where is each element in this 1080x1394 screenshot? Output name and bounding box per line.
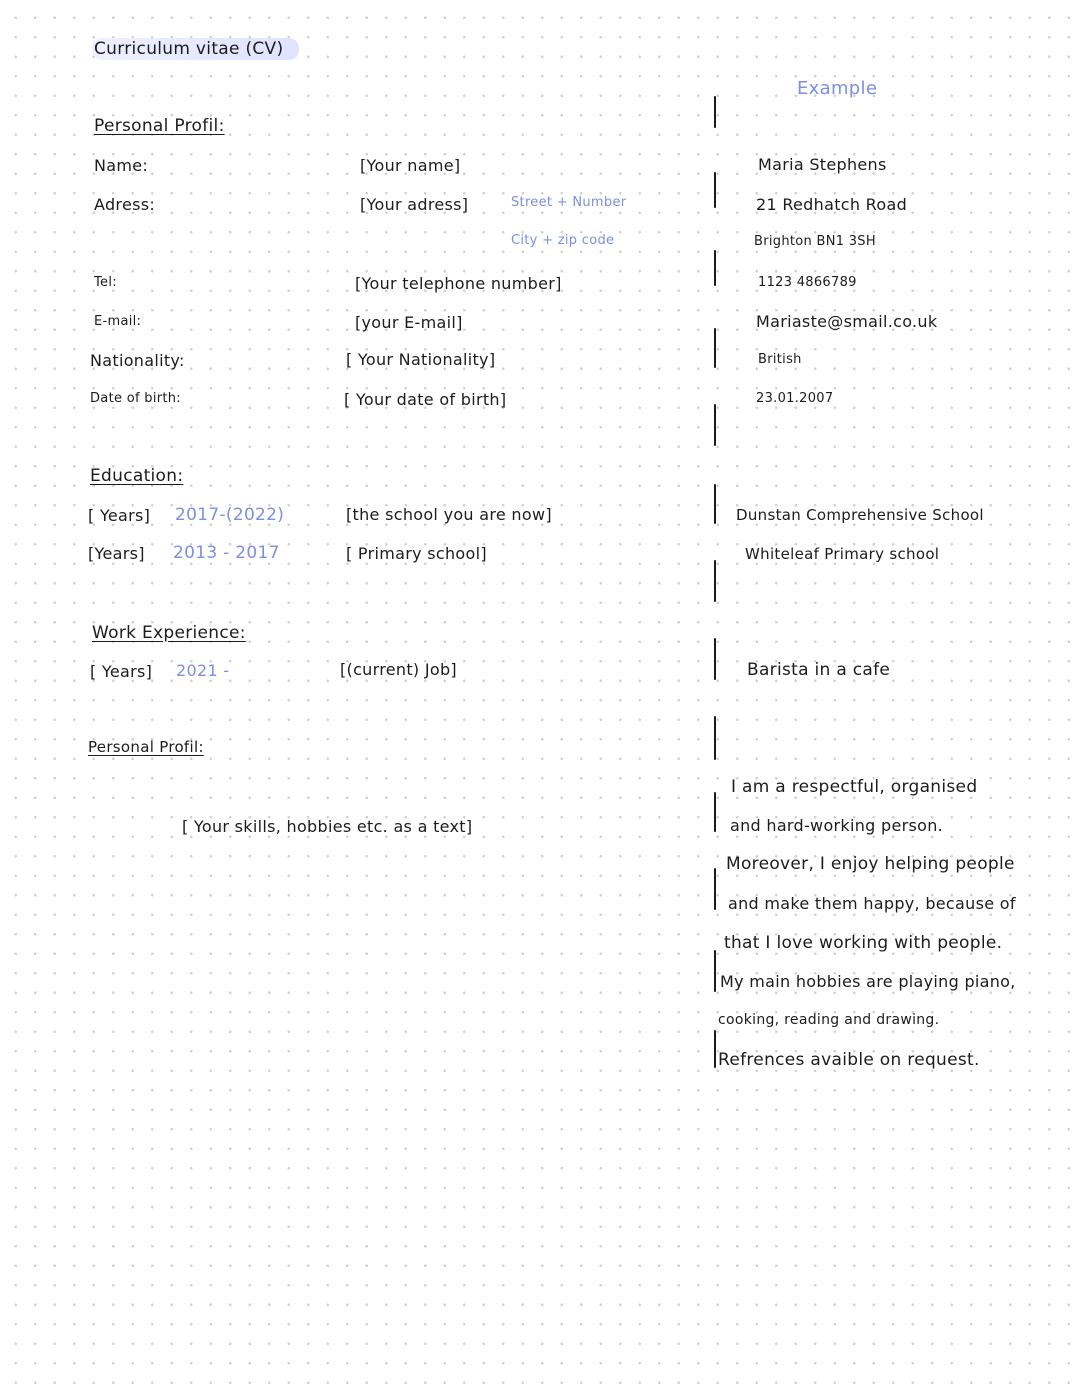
education-row2-placeholder: [ Primary school] — [346, 544, 487, 563]
personal-profile-heading: Personal Profil: — [94, 116, 225, 136]
example-name: Maria Stephens — [758, 155, 887, 174]
example-label: Example — [797, 78, 878, 99]
dob-label: Date of birth: — [90, 391, 181, 406]
profile-example-line: and hard-working person. — [730, 816, 944, 835]
divider-line — [714, 96, 716, 128]
profile-example-line: that I love working with people. — [724, 933, 1003, 953]
divider-line — [714, 792, 716, 832]
example-email: Mariaste@smail.co.uk — [756, 312, 938, 331]
profile-example-line: Moreover, I enjoy helping people — [726, 854, 1015, 874]
address-hint-street: Street + Number — [511, 195, 627, 210]
divider-line — [714, 560, 716, 602]
example-dob: 23.01.2007 — [756, 391, 834, 406]
address-label: Adress: — [94, 195, 156, 214]
education-row1-label: [ Years] — [88, 506, 151, 525]
divider-line — [714, 328, 716, 368]
work-experience-heading: Work Experience: — [92, 623, 246, 643]
name-placeholder: [Your name] — [360, 156, 461, 175]
education-row2-years: 2013 - 2017 — [173, 543, 280, 563]
address-hint-city: City + zip code — [511, 233, 615, 248]
profile-example-line: and make them happy, because of — [728, 894, 1016, 913]
example-job: Barista in a cafe — [747, 660, 891, 680]
profile-example-line: My main hobbies are playing piano, — [720, 972, 1016, 991]
education-heading: Education: — [90, 466, 184, 486]
education-row1-placeholder: [the school you are now] — [346, 505, 552, 524]
divider-line — [714, 950, 716, 992]
dob-placeholder: [ Your date of birth] — [344, 390, 507, 409]
email-label: E-mail: — [94, 314, 142, 329]
address-placeholder: [Your adress] — [360, 195, 469, 214]
divider-line — [714, 638, 716, 680]
divider-line — [714, 250, 716, 286]
profile-text-placeholder: [ Your skills, hobbies etc. as a text] — [182, 817, 473, 836]
tel-placeholder: [Your telephone number] — [355, 274, 562, 293]
divider-line — [714, 404, 716, 446]
work-row-years: 2021 - — [176, 661, 230, 680]
email-placeholder: [your E-mail] — [355, 313, 463, 332]
tel-label: Tel: — [94, 275, 117, 290]
name-label: Name: — [94, 156, 149, 175]
divider-line — [714, 172, 716, 208]
profile-example-line: I am a respectful, organised — [731, 777, 978, 797]
example-school-2: Whiteleaf Primary school — [745, 545, 940, 563]
profile-example-line: Refrences avaible on request. — [718, 1050, 980, 1070]
divider-line — [714, 484, 716, 524]
education-row1-years: 2017-(2022) — [175, 505, 285, 525]
example-tel: 1123 4866789 — [758, 275, 857, 290]
work-row-label: [ Years] — [90, 662, 153, 681]
page-title: Curriculum vitae (CV) — [92, 38, 299, 60]
profile-text-heading: Personal Profil: — [88, 738, 204, 756]
education-row2-label: [Years] — [88, 544, 145, 563]
example-school-1: Dunstan Comprehensive School — [736, 506, 984, 524]
work-row-placeholder: [(current) Job] — [340, 660, 457, 679]
nationality-placeholder: [ Your Nationality] — [346, 350, 496, 369]
divider-line — [714, 716, 716, 760]
divider-line — [714, 1030, 716, 1068]
nationality-label: Nationality: — [90, 351, 185, 370]
example-address-line-1: 21 Redhatch Road — [756, 195, 908, 214]
profile-example-line: cooking, reading and drawing. — [718, 1012, 940, 1028]
divider-line — [714, 868, 716, 910]
example-nationality: British — [758, 352, 802, 367]
example-address-line-2: Brighton BN1 3SH — [754, 234, 876, 249]
